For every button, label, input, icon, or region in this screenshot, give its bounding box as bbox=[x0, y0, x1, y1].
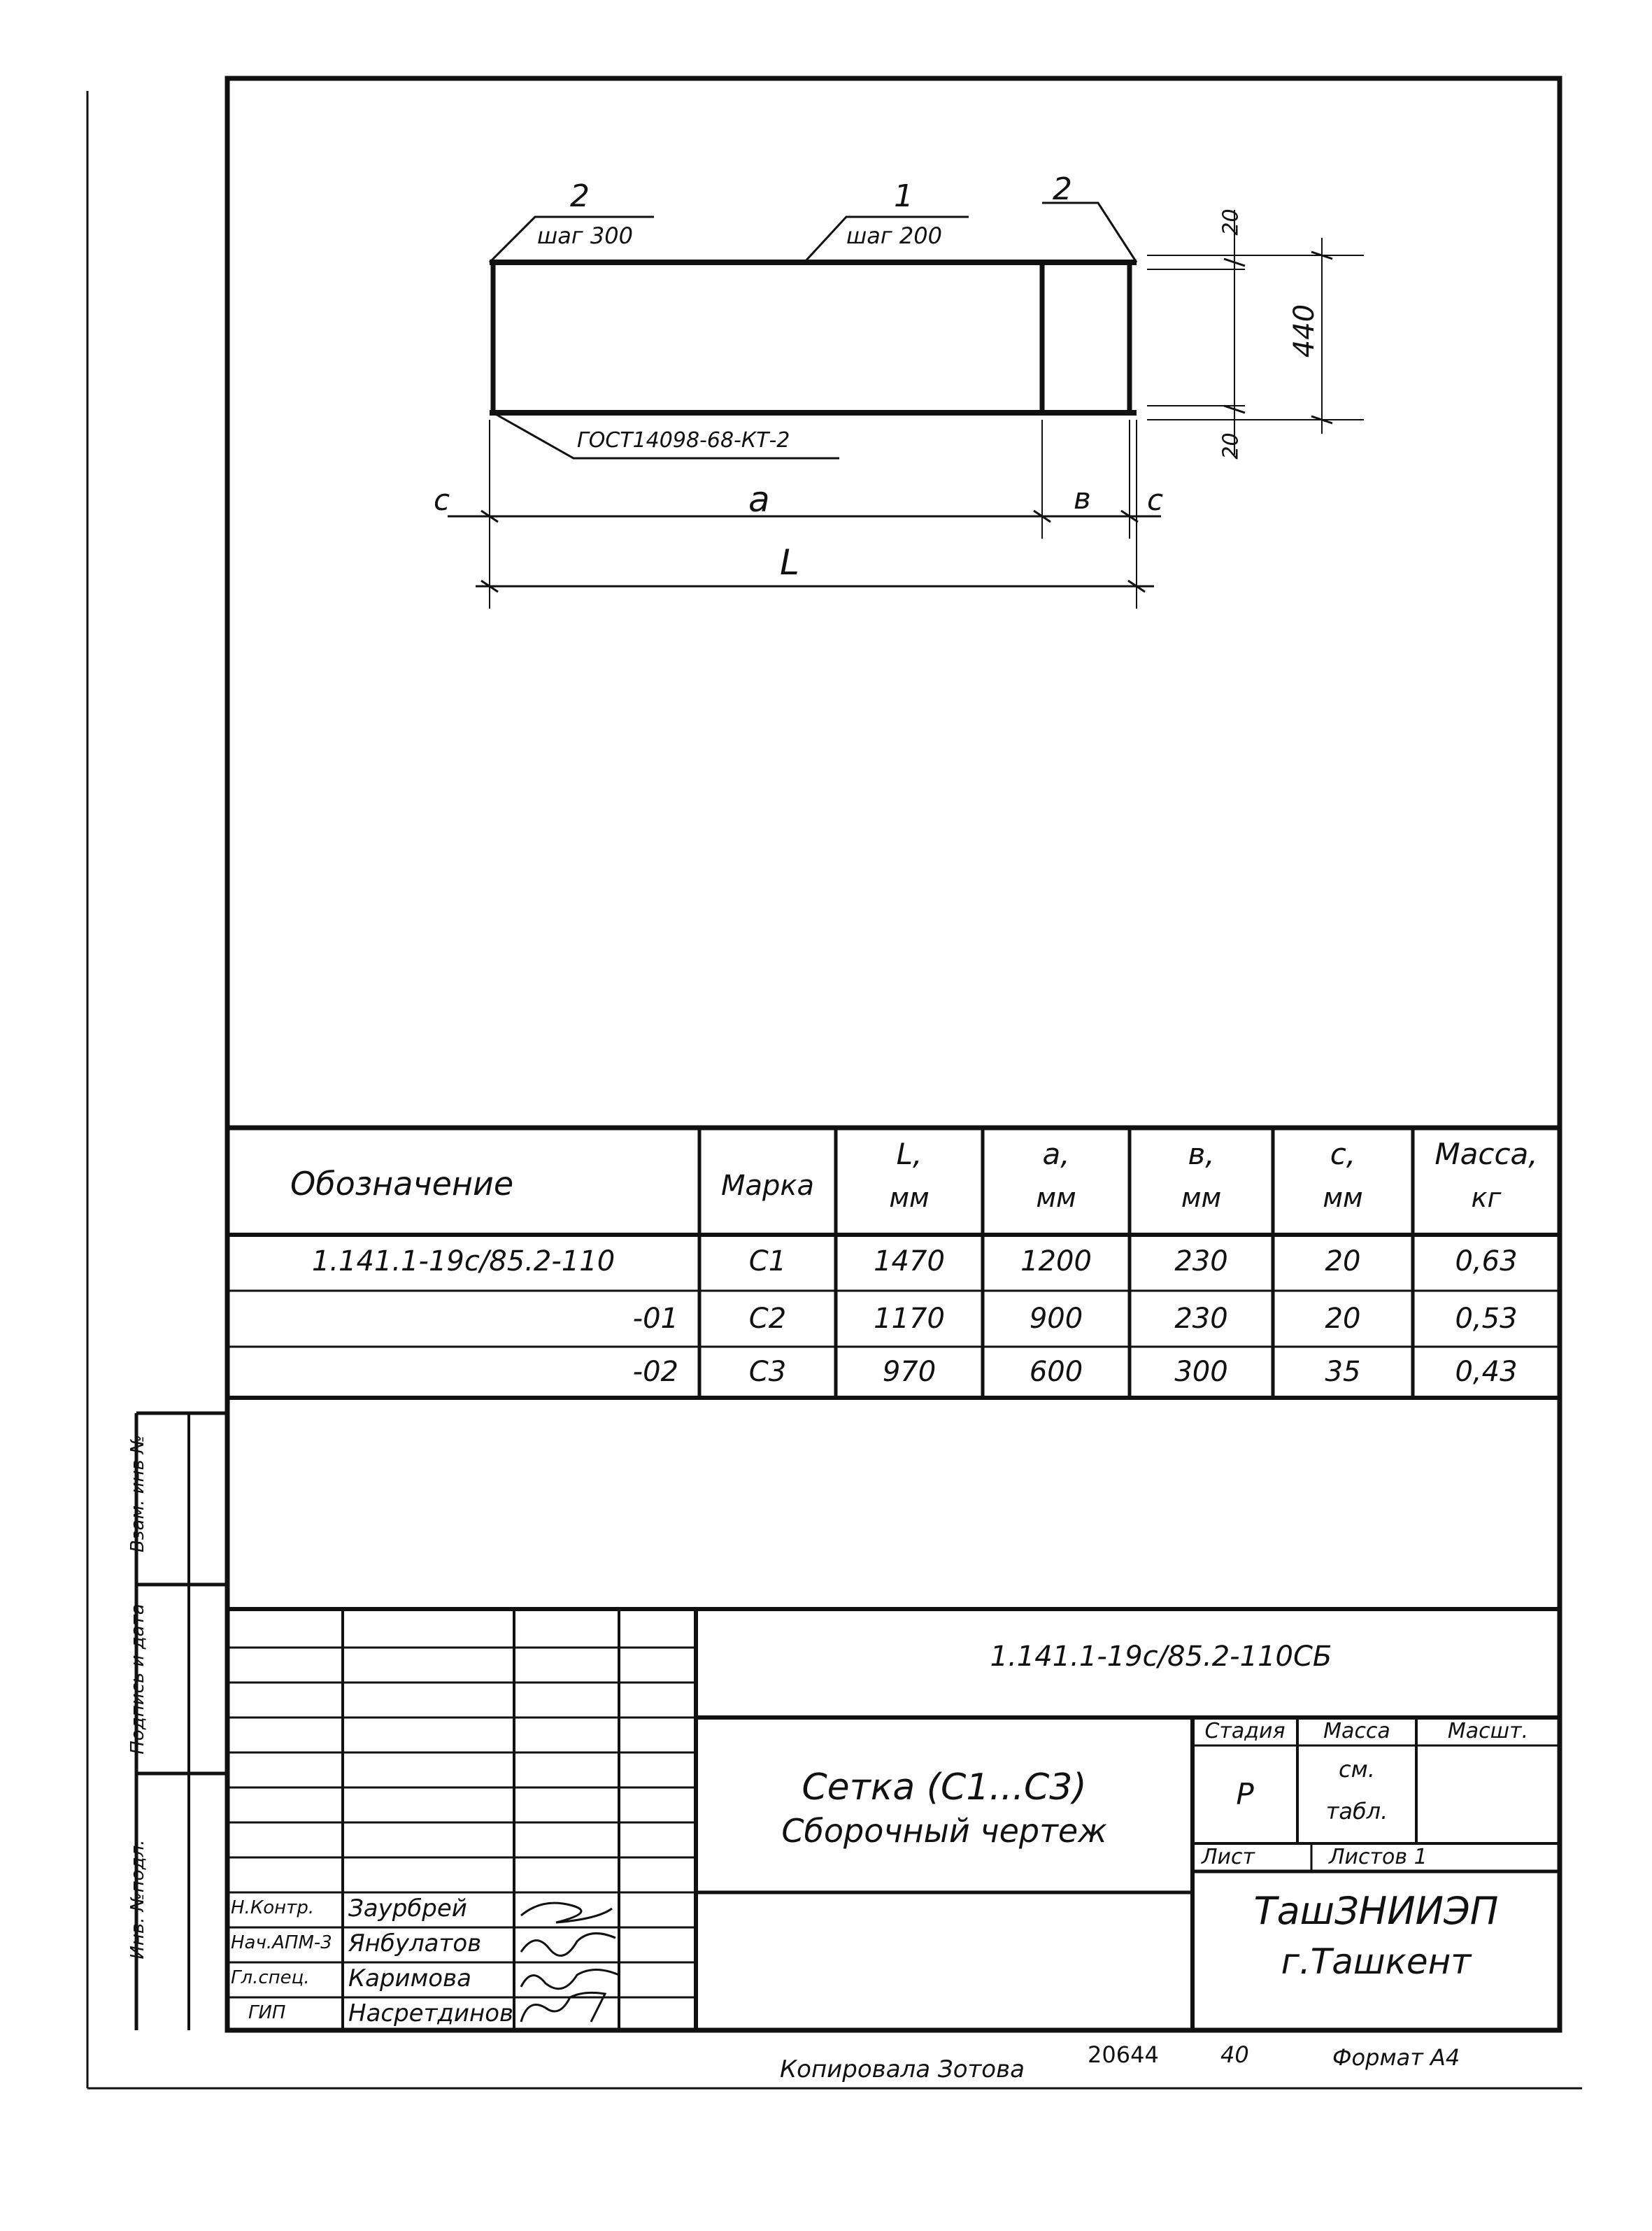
mass-header: Масса bbox=[1323, 1719, 1390, 1743]
gost-label: ГОСТ14098-68-КТ-2 bbox=[577, 428, 790, 453]
dim-a: а bbox=[748, 479, 770, 520]
signature-role: ГИП bbox=[248, 2002, 286, 2023]
header-L-unit: мм bbox=[889, 1182, 930, 1213]
header-a-name: а, bbox=[1042, 1137, 1070, 1171]
callout-left-text: шаг 300 bbox=[537, 222, 633, 249]
dim-b: в bbox=[1074, 481, 1091, 516]
row-b: 230 bbox=[1174, 1303, 1228, 1335]
row-L: 970 bbox=[882, 1356, 937, 1388]
side-label-vzam: Взам. инв № bbox=[127, 1434, 148, 1553]
row-a: 600 bbox=[1029, 1356, 1083, 1388]
dim-top-label: 20 bbox=[1218, 208, 1244, 236]
row-L: 1470 bbox=[874, 1245, 945, 1277]
side-label-podpis: Подпись и дата bbox=[127, 1603, 148, 1755]
dim-L: L bbox=[780, 542, 799, 583]
title-line-2: Сборочный чертеж bbox=[781, 1812, 1107, 1850]
signature-role: Н.Контр. bbox=[231, 1897, 315, 1918]
row-mark: С1 bbox=[748, 1245, 787, 1277]
org-line-1: ТашЗНИИЭП bbox=[1253, 1889, 1499, 1933]
header-mass-name: Масса, bbox=[1434, 1137, 1538, 1171]
row-c: 35 bbox=[1325, 1356, 1361, 1388]
dim-c-right: с bbox=[1147, 483, 1164, 517]
header-L-name: L, bbox=[896, 1137, 923, 1171]
mass-value-2: табл. bbox=[1325, 1798, 1388, 1825]
row-a: 1200 bbox=[1020, 1245, 1092, 1277]
row-mass: 0,43 bbox=[1455, 1356, 1518, 1388]
dim-bottom-label: 20 bbox=[1218, 432, 1244, 460]
header-designation: Обозначение bbox=[290, 1165, 514, 1203]
header-mass-unit: кг bbox=[1471, 1182, 1502, 1213]
footer-number: 20644 bbox=[1088, 2041, 1159, 2068]
callout-mid-text: шаг 200 bbox=[846, 222, 942, 249]
row-a: 900 bbox=[1029, 1303, 1083, 1335]
row-mass: 0,63 bbox=[1455, 1245, 1518, 1277]
signature-role: Гл.спец. bbox=[231, 1967, 310, 1988]
footer-sheet-num: 40 bbox=[1220, 2041, 1249, 2068]
row-designation: 1.141.1-19с/85.2-110 bbox=[311, 1245, 615, 1277]
callout-left-number: 2 bbox=[570, 178, 590, 214]
row-b: 300 bbox=[1174, 1356, 1228, 1388]
mass-value-1: см. bbox=[1339, 1756, 1375, 1783]
signature-name: Заурбрей bbox=[348, 1894, 467, 1922]
header-a-unit: мм bbox=[1036, 1182, 1076, 1213]
row-mark: С3 bbox=[748, 1356, 787, 1388]
footer-format: Формат А4 bbox=[1332, 2044, 1460, 2071]
row-designation: -01 bbox=[632, 1303, 678, 1335]
sheet-label: Лист bbox=[1202, 1845, 1255, 1869]
header-b-unit: мм bbox=[1181, 1182, 1222, 1213]
org-line-2: г.Ташкент bbox=[1281, 1941, 1472, 1982]
title-line-1: Сетка (С1...С3) bbox=[802, 1766, 1087, 1808]
row-designation: -02 bbox=[632, 1356, 678, 1388]
dim-height-label: 440 bbox=[1288, 304, 1320, 358]
header-c-unit: мм bbox=[1323, 1182, 1363, 1213]
callout-right-number: 2 bbox=[1053, 171, 1072, 207]
doc-code: 1.141.1-19с/85.2-110СБ bbox=[990, 1641, 1332, 1673]
header-c-name: с, bbox=[1330, 1137, 1356, 1171]
stage-header: Стадия bbox=[1204, 1719, 1286, 1743]
row-b: 230 bbox=[1174, 1245, 1228, 1277]
footer-copied: Копировала Зотова bbox=[780, 2055, 1025, 2083]
row-mass: 0,53 bbox=[1455, 1303, 1518, 1335]
signature-name: Каримова bbox=[348, 1964, 471, 1992]
signature-name: Янбулатов bbox=[348, 1929, 482, 1957]
callout-mid-number: 1 bbox=[894, 178, 913, 214]
dim-c-left: с bbox=[434, 483, 450, 517]
side-label-inv: Инв. №подл. bbox=[127, 1839, 148, 1960]
row-c: 20 bbox=[1325, 1303, 1361, 1335]
header-mark: Марка bbox=[720, 1170, 815, 1202]
signature-role: Нач.АПМ-3 bbox=[231, 1932, 332, 1953]
stage-value: Р bbox=[1236, 1777, 1254, 1811]
sheets-label: Листов 1 bbox=[1329, 1845, 1427, 1869]
header-b-name: в, bbox=[1188, 1137, 1215, 1171]
signature-name: Насретдинов bbox=[348, 1999, 514, 2027]
row-mark: С2 bbox=[748, 1303, 787, 1335]
row-c: 20 bbox=[1325, 1245, 1361, 1277]
row-L: 1170 bbox=[874, 1303, 945, 1335]
scale-header: Масшт. bbox=[1447, 1719, 1529, 1743]
